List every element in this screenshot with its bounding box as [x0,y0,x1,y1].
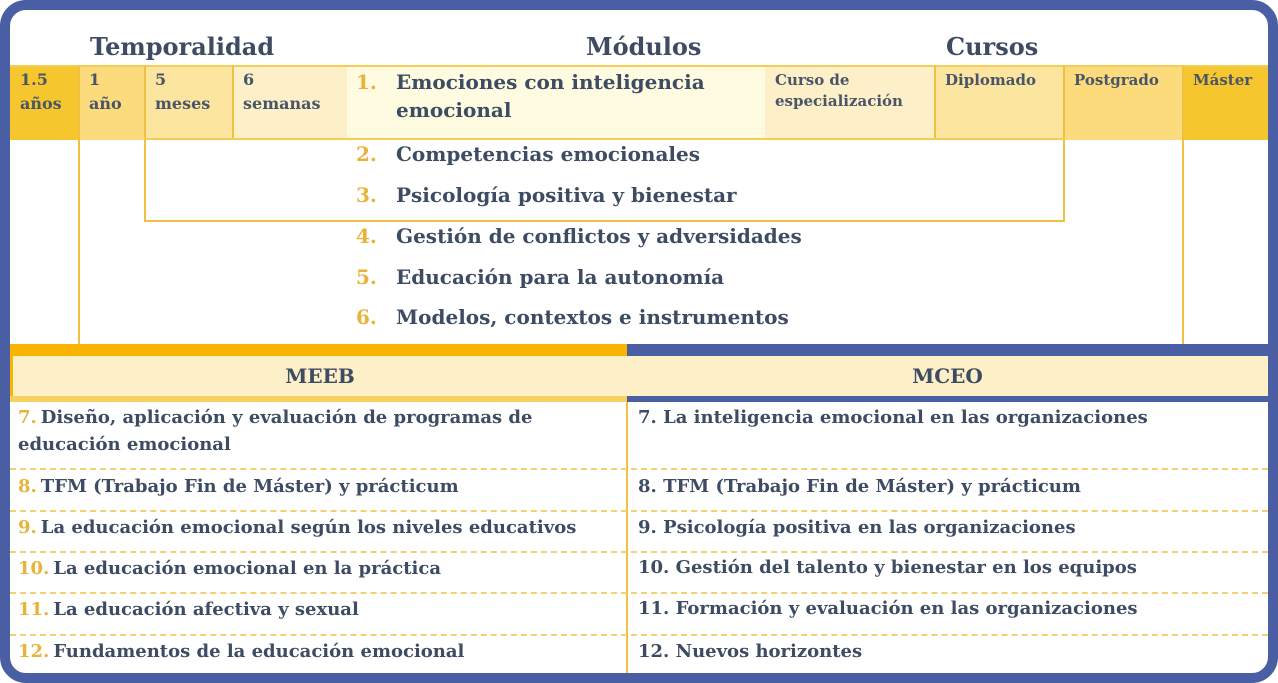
item-text: La educación afectiva y sexual [53,599,359,620]
module-5 [356,263,724,291]
module-2 [356,140,700,168]
bracket-1-5-anos-right [78,66,80,346]
mceo-item-7 [630,402,1268,433]
item-number: 11. [638,598,670,619]
item-number: 11. [18,599,50,620]
duration-value: 1 [89,70,101,89]
row-separator [10,551,1268,553]
item-text: La inteligencia emocional en las organizaciones [663,407,1148,428]
module-text: Educación para la autonomía [396,265,725,289]
tracks-divider [626,402,628,673]
item-text: La educación emocional según los niveles educativos [40,517,577,538]
meeb-item-11 [10,594,624,625]
mceo-item-10 [630,552,1268,583]
item-number: 10. [638,557,670,578]
module-number: 1. [356,70,377,94]
bracket-postgrado-left [1063,66,1065,222]
course-diplomado: Diplomado [935,66,1064,140]
row-separator [10,634,1268,636]
bracket-master-left [1182,66,1184,346]
mceo-item-11 [630,593,1268,624]
row-separator [10,468,1268,470]
bracket-5-meses-right [232,66,234,140]
meeb-top-bar [10,344,627,356]
meeb-header: MEEB [10,356,627,396]
mceo-item-8 [630,471,1268,502]
header-modulos: Módulos [586,32,702,61]
meeb-item-8 [10,471,624,502]
duration-unit: semanas [243,94,321,113]
duration-unit: meses [155,94,211,113]
module-6 [356,303,789,331]
course-curso-especializacion: Curso de especialización [765,66,935,140]
module-text: Competencias emocionales [396,142,701,166]
item-text: TFM (Trabajo Fin de Máster) y prácticum [40,476,459,497]
item-text: Nuevos horizontes [675,641,863,662]
module-number: 3. [356,183,377,207]
item-number: 8. [638,476,657,497]
row-separator [10,510,1268,512]
meeb-item-12 [10,636,624,667]
header-temporalidad: Temporalidad [90,32,275,61]
duration-6-semanas [233,66,347,140]
module-number: 2. [356,142,377,166]
header-cursos: Cursos [946,32,1039,61]
item-number: 12. [638,641,670,662]
item-number: 10. [18,558,50,579]
item-number: 12. [18,641,50,662]
mceo-item-9 [630,512,1268,543]
item-text: Fundamentos de la educación emocional [53,641,465,662]
item-text: Psicología positiva en las organizaciones [663,517,1076,538]
duration-value: 1.5 [20,70,48,89]
module-number: 5. [356,265,377,289]
duration-unit: año [89,94,122,113]
item-number: 9. [638,517,657,538]
item-text: Gestión del talento y bienestar en los equipos [675,557,1137,578]
module-number: 4. [356,224,377,248]
module-1 [356,68,756,124]
item-number: 8. [18,476,37,497]
meeb-item-7 [10,402,624,460]
bracket-1-ano-right [144,66,146,222]
duration-value: 6 [243,70,255,89]
duration-unit: años [20,94,62,113]
mceo-item-12 [630,636,1268,667]
duration-1-ano [79,66,145,140]
module-number: 6. [356,305,377,329]
item-text: La educación emocional en la práctica [53,558,442,579]
mceo-header: MCEO [627,356,1268,396]
row-separator [10,592,1268,594]
bracket-diplomado-left [934,66,936,140]
module-3 [356,181,737,209]
item-text: TFM (Trabajo Fin de Máster) y prácticum [663,476,1081,497]
module-text: Gestión de conflictos y adversidades [396,224,802,248]
item-text: Formación y evaluación en las organizaciones [675,598,1138,619]
duration-1-5-anos [10,66,79,140]
item-number: 9. [18,517,37,538]
module-4 [356,222,802,250]
module-text: Psicología positiva y bienestar [396,183,737,207]
duration-5-meses [145,66,233,140]
module-text: Emociones con inteligencia emocional [396,70,705,122]
item-number: 7. [638,407,657,428]
mceo-top-bar [627,344,1268,356]
course-postgrado: Postgrado [1064,66,1183,140]
meeb-item-10 [10,553,624,584]
item-text: Diseño, aplicación y evaluación de programas de educación emocional [18,407,533,455]
item-number: 7. [18,407,37,428]
top-strip-line [10,65,1268,67]
duration-value: 5 [155,70,167,89]
course-master: Máster [1183,66,1269,140]
meeb-item-9 [10,512,624,543]
module-text: Modelos, contextos e instrumentos [396,305,789,329]
